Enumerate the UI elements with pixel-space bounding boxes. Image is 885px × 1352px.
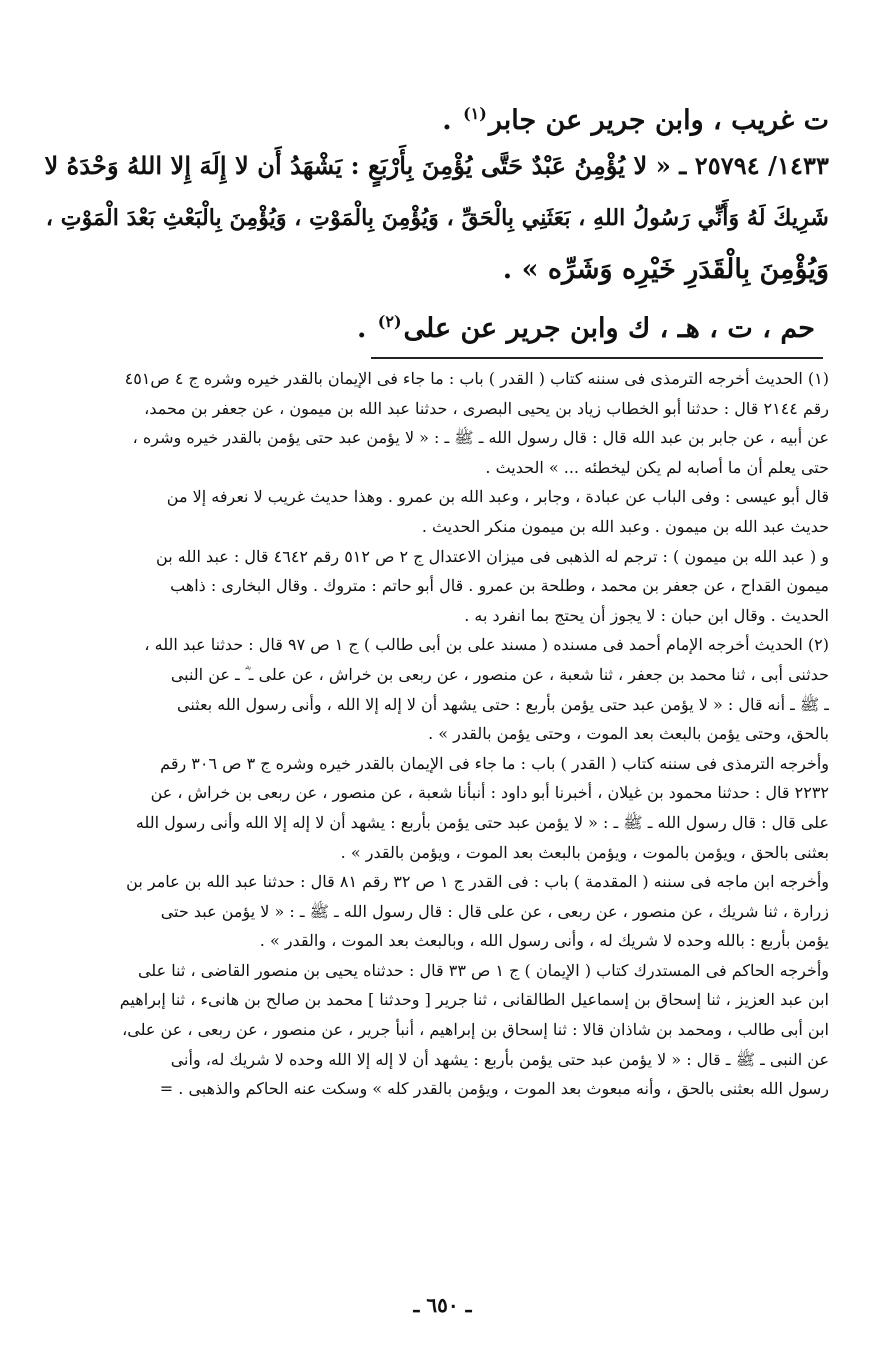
footnote-line: على قال : قال رسول الله ـ ﷺ ـ : « لا يؤمن عبد حتى يؤمن بأربع : يشهد أن لا إله إلا الله وأنى رسول الله <box>135 812 829 832</box>
footnote-divider <box>371 357 823 359</box>
footnote-line: وأخرجه ابن ماجه فى سننه ( المقدمة ) باب : فى القدر ج ١ ص ٣٢ رقم ٨١ قال : حدثنا عبد الله بن عامر بن <box>126 872 829 892</box>
footnote-line: ـ ﷺ ـ أنه قال : « لا يؤمن عبد حتى يؤمن بأربع : حتى يشهد أن لا إله إلا الله ، وأنى رسول الله بعثنى <box>176 694 829 714</box>
footnote-line: عن أبيه ، عن جابر بن عبد الله قال : قال رسول الله ـ ﷺ ـ : « لا يؤمن عبد حتى يؤمن بالقدر خيره وشره ، <box>132 428 829 448</box>
footnote-ref-1: (١) <box>463 104 487 123</box>
footnote-line: ٢٢٣٢ قال : حدثنا محمود بن غيلان ، أخبرنا أبو داود : أنبأنا شعبة ، عن منصور ، عن ربعى بن خراش ، عن <box>150 783 829 803</box>
main-line-4: وَيُؤْمِنَ بِالْقَدَرِ خَيْرِه وَشَرِّه » . <box>502 254 829 285</box>
footnote-line: بعثنى بالحق ، ويؤمن بالموت ، ويؤمن بالبعث بعد الموت ، ويؤمن بالقدر » . <box>340 842 829 862</box>
footnote-line: الحديث . وقال ابن حبان : لا يجوز أن يحتج بما انفرد به . <box>464 605 829 625</box>
footnote-line: حديث عبد الله بن ميمون . وعبد الله بن ميمون منكر الحديث . <box>421 516 829 536</box>
footnote-line: قال أبو عيسى : وفى الباب عن عبادة ، وجابر ، وعبد الله بن عمرو . وهذا حديث غريب لا نعرفه إلا من <box>166 487 829 507</box>
footnote-line: زرارة ، ثنا شريك ، عن منصور ، عن ربعى ، عن على قال : قال رسول الله ـ ﷺ ـ : « لا يؤمن عبد حتى <box>160 901 829 921</box>
footnote-line: عن النبى ـ ﷺ ـ قال : « لا يؤمن عبد حتى يؤمن بأربع : يشهد أن لا إله إلا الله وحده لا شريك له، وأنى <box>170 1049 829 1069</box>
main-line-5 <box>40 296 829 348</box>
footnote-line: ابن عبد العزيز ، ثنا إسحاق بن إسماعيل الطالقانى ، ثنا جرير [ وحدثنا ] محمد بن صالح بن هانىء ، ثنا إبراهيم <box>119 990 829 1010</box>
main-text-block <box>40 88 829 348</box>
footnote-line: (٢) الحديث أخرجه الإمام أحمد فى مسنده ( مسند على بن أبى طالب ) ج ١ ص ٩٧ قال : حدثنا عبد الله ، <box>144 635 829 655</box>
main-line-1 <box>40 88 829 140</box>
footnote-line: ابن أبى طالب ، ومحمد بن شاذان قالا : ثنا إسحاق بن إبراهيم ، أنبأ جرير ، عن منصور ، عن ربعى ، عن على، <box>122 1020 829 1040</box>
footnote-line: بالحق، وحتى يؤمن بالبعث بعد الموت ، وحتى يؤمن بالقدر » . <box>428 724 829 744</box>
footnotes-block <box>44 364 829 1104</box>
footnote-ref-2: (٢) <box>377 312 402 331</box>
footnote-line: وأخرجه الحاكم فى المستدرك كتاب ( الإيمان ) ج ١ ص ٣٣ قال : حدثناه يحيى بن منصور القاضى ، ثنا على <box>137 960 829 980</box>
footnote-line: رسول الله بعثنى بالحق ، وأنه مبعوث بعد الموت ، ويؤمن بالقدر كله » وسكت عنه الحاكم والذهبى . = <box>159 1079 829 1099</box>
footnote-line: رقم ٢١٤٤ قال : حدثنا أبو الخطاب زياد بن يحيى البصرى ، حدثنا عبد الله بن ميمون ، عن جعفر بن محمد، <box>144 398 829 418</box>
footnote-line: وأخرجه الترمذى فى سننه كتاب ( القدر ) باب : ما جاء فى الإيمان بالقدر خيره وشره ج ٣ ص ٣٠٦ رقم <box>160 753 829 773</box>
footnote-line: حتى يعلم أن ما أصابه لم يكن ليخطئه ... » الحديث . <box>485 457 829 477</box>
page-number: ـ ٦٥٠ ـ <box>413 1293 472 1317</box>
footnote-line: حدثنى أبى ، ثنا محمد بن جعفر ، ثنا شعبة ، عن منصور ، عن ربعى بن خراش ، عن على ـ ؓ ـ عن النبى <box>170 664 829 684</box>
footnote-line: يؤمن بأربع : بالله وحده لا شريك له ، وأنى رسول الله ، وبالبعث بعد الموت ، والقدر » . <box>259 931 829 951</box>
footnote-line: (١) الحديث أخرجه الترمذى فى سننه كتاب ( القدر ) باب : ما جاء فى الإيمان بالقدر خيره وشره ج ٤ ص٤٥١ <box>124 369 829 388</box>
footnote-line: و ( عبد الله بن ميمون ) : ترجم له الذهبى فى ميزان الاعتدال ج ٢ ص ٥١٢ رقم ٤٦٤٢ قال : عبد الله بن <box>156 546 829 566</box>
main-line-5-end: . <box>356 313 376 344</box>
main-line-1-text: ت غريب ، وابن جرير عن جابر <box>488 105 829 136</box>
main-line-1-end: . <box>442 105 462 136</box>
main-line-2: ١٤٣٣/ ٢٥٧٩٤ ـ « لا يُؤْمِنُ عَبْدٌ حَتَّى يُؤْمِنَ بِأَرْبَعٍ : يَشْهَدُ أَن لا إِلَهَ إِلا اللهُ وَحْدَهُ لا <box>44 151 829 180</box>
footnote-line: ميمون القداح ، عن جعفر بن محمد ، وطلحة بن عمرو . قال أبو حاتم : متروك . وقال البخارى : ذاهب <box>170 576 829 596</box>
main-line-5-text: حم ، ت ، هـ ، ك وابن جرير عن على <box>403 313 815 344</box>
main-line-3: شَرِيكَ لَهُ وَأَنِّي رَسُولُ اللهِ ، بَعَثَنِي بِالْحَقِّ ، وَيُؤْمِنَ بِالْمَوْتِ ، وَيُؤْمِنَ بِالْبَعْثِ بَعْدَ الْمَوْتِ ، <box>45 205 829 231</box>
